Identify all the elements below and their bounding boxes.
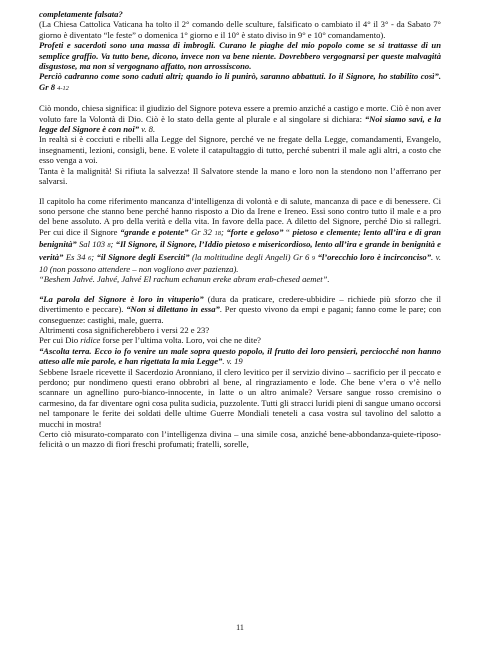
paragraph — [39, 196, 441, 275]
text-run: “l’orecchio loro è incirconciso” — [317, 251, 432, 262]
text-run: “grande e potente” — [120, 226, 189, 237]
text-run: . v. 10 (non possono attendere – non vogliono aver pazienza). — [39, 251, 441, 274]
text-run: In realtà si è cocciuti e ribelli alla Legge del Signore, perché ve ne fregate della Legge, comandamenti, Evangelo, insegnamenti, lezioni, consigli, bene. E volete il catapultaggio di tutto, perché subentri il male agli altri, a costo che esso venga a voi. — [39, 134, 441, 166]
text-run: Es 34 — [63, 251, 89, 262]
paragraph — [39, 429, 441, 450]
text-run: ridice — [80, 335, 101, 346]
paragraph — [39, 40, 441, 71]
text-run: “Noi siamo savi, e la legge del Signore è con noi” — [39, 113, 441, 135]
text-run: “Non si dilettano in essa” — [126, 304, 220, 315]
text-run: completamente falsata? — [39, 9, 123, 19]
text-run: “La parola del Signore è loro in vituperio” — [39, 293, 204, 304]
text-run: . v. 19 — [222, 356, 243, 367]
text-run: Perciò cadranno come sono caduti altri; quando io li punirò, saranno abbattuti. Io il Signore, ho stabilito così”. Gr 8 — [39, 71, 441, 92]
paragraph — [39, 294, 441, 325]
text-run: . Per questo vivono da empi e pagani; fanno come le pare; con conseguenze: castighi, male, guerra. — [39, 304, 441, 325]
text-run: 18 — [214, 229, 221, 237]
text-run: Sal 103 — [76, 239, 108, 250]
paragraph — [39, 367, 441, 429]
text-run: (la moltitudine degli Angeli) Gr 6 — [189, 251, 312, 262]
text-run: pietoso e clemente; lento all’ira e di gran benignità” — [39, 226, 441, 250]
text-run: Ciò mondo, chiesa significa: il giudizio del Signore poteva essere a premio anziché a castigo e morte. Ciò è non aver voluto fare la Volontà di Dio. Ciò è lo stato della gente al plurale e al singolare si dichiara: — [39, 103, 441, 124]
text-run: Altrimenti cosa significherebbero i versi 22 e 23? — [39, 324, 210, 335]
paragraph — [39, 166, 441, 187]
paragraph — [39, 274, 441, 284]
text-run: Tanta è la malignità! Si rifiuta la salvezza! Il Salvatore stende la mano e loro non la stendono non l’afferrano per salvarsi. — [39, 165, 441, 187]
paragraph-gap — [39, 285, 441, 294]
text-run: (dura da praticare, credere-ubbidire – richiede più sforzo che il divertimento e peccare). — [39, 293, 441, 315]
text-run: forse per l’ultima volta. Loro, voi che ne dite? — [100, 335, 261, 346]
text-run: ; — [91, 251, 97, 262]
text-run: Sebbene Israele ricevette il Sacerdozio Aronniano, il clero levitico per il servizio divino – sacrificio per il peccato e perdono; pur nondimeno questi erano obbrobri al bene, al ringraziamento e lode. Che bene v’era o v’è nello scannare un agnellino puro-bianco-innocente, in latte o un altro animale? Versare sangue rosso cremisino o carmesino, da far diventare ogni cosa pulita sudicia, puzzolente. Tutti gli stracci luridi pieni di sangue umano occorsi nel tamponare le ferite dei soldati delle ultime Guerre Mondiali teneteli a casa vostra sul tavolino del salotto a mucchi in mostra! — [39, 366, 441, 429]
page-number: 11 — [236, 623, 244, 632]
paragraph — [39, 9, 441, 19]
text-run: 9 — [311, 254, 316, 262]
paragraph — [39, 19, 441, 40]
text-run: Gr 32 — [188, 226, 215, 237]
paragraph — [39, 335, 441, 345]
text-run: ; — [110, 239, 116, 250]
body-text — [39, 9, 441, 450]
text-run: ; — [220, 226, 227, 237]
text-run: “il Signore degli Eserciti” — [96, 251, 190, 262]
paragraph — [39, 71, 441, 94]
text-run: Per cui Dio — [39, 335, 81, 346]
text-run: Il capitolo ha come riferimento mancanza d’intelligenza di volontà e di salute, mancanza di pace e di benessere. Ci sono persone che stanno bene perché hanno risposto a Dio da Irene e Ireneo. Essi sono contro tutto il male e a pro del bene assoluto. A pro della verità e della vita. In favore della pace. A diletto del Signore, perché Dio si rallegri. Per cui dice il Signore — [39, 195, 441, 237]
text-run: “ — [283, 226, 293, 237]
text-run: Certo ciò misurato-comparato con l’intelligenza divina – una simile cosa, anziché bene-abbondanza-quiete-riposo-felicità o un mazzo di fiori freschi profumati; fratelli, sorelle, — [39, 429, 441, 450]
text-run: “Ascolta terra. Ecco io fo venire un male sopra questo popolo, il frutto dei loro pensieri, perciocché non hanno atteso alle mie parole, e han rigettata la mia Legge” — [39, 345, 441, 367]
text-run: “forte e geloso” — [226, 226, 284, 237]
text-run: (La Chiesa Cattolica Vaticana ha tolto il 2° comando delle sculture, falsificato o cambiato il 4° il 3° - da Sabato 7° giorno è diventato “le feste” o domenica 1° giorno e il 10° è stato diviso in 9° e 10° comandamento). — [39, 19, 441, 40]
text-run: 4-12 — [57, 84, 69, 92]
text-run: 8 — [107, 242, 111, 250]
text-run: Profeti e sacerdoti sono una massa di imbrogli. Curano le piaghe del mio popolo come se si trattasse di un semplice graffio. Va tutto bene, dicono, invece non va bene niente. Dovrebbero vergognarsi per queste malvagità disgustose, ma non si vergognano affatto, non arrossiscono. — [39, 40, 441, 72]
text-run: 6 — [88, 254, 92, 262]
paragraph — [39, 103, 441, 134]
paragraph-gap — [39, 94, 441, 103]
paragraph-gap — [39, 187, 441, 196]
paragraph — [39, 346, 441, 367]
paragraph — [39, 134, 441, 165]
text-run: “Beshem Jahvé. Jahvé, Jahvé El rachum echanun ereke abram erab-chesed aemet”. — [39, 274, 330, 285]
paragraph — [39, 325, 441, 335]
text-run: “Il Signore, il Signore, l’Iddio pietoso e misericordioso, lento all’ira e grande in benignità e verità” — [39, 239, 441, 262]
text-run: v. 8. — [139, 124, 156, 135]
